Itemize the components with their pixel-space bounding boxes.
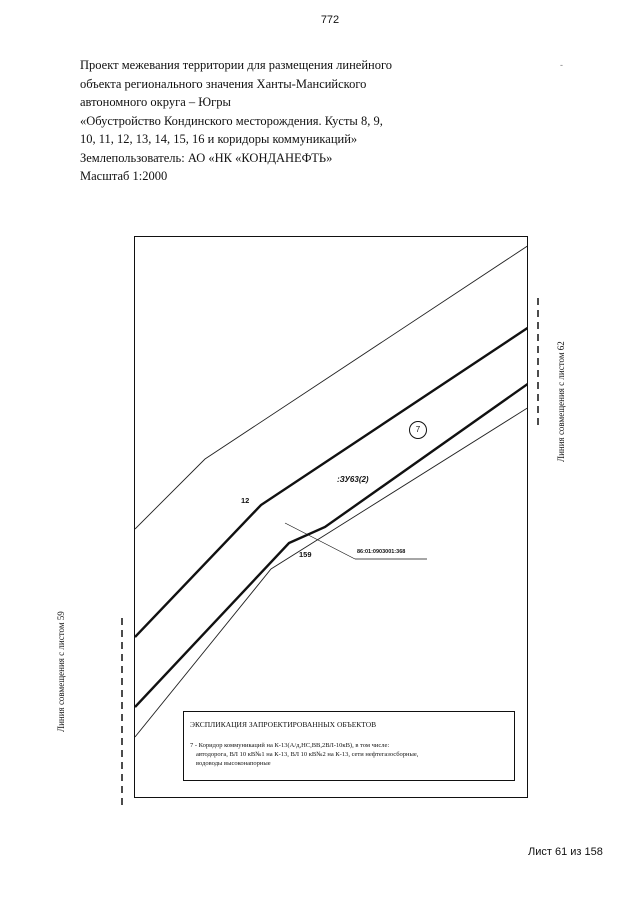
object-number-circle: 7 — [409, 421, 427, 439]
legend-title: ЭКСПЛИКАЦИЯ ЗАПРОЕКТИРОВАННЫХ ОБЪЕКТОВ — [190, 720, 377, 729]
legend-line: водоводы высоконапорные — [196, 760, 271, 767]
corridor-boundary-upper — [135, 327, 528, 637]
point-label-12: 12 — [241, 496, 250, 505]
parcel-label: :ЗУ63(2) — [337, 475, 369, 484]
document-header — [80, 56, 460, 186]
right-match-label: Линия совмещения с листом 62 — [556, 341, 566, 462]
survey-map — [134, 236, 528, 798]
left-match-label: Линия совмещения с листом 59 — [56, 611, 66, 732]
header-line: объекта регионального значения Ханты-Мансийского — [80, 76, 367, 91]
header-line: 10, 11, 12, 13, 14, 15, 16 и коридоры коммуникаций» — [80, 132, 358, 146]
corridor-boundary-lower — [135, 383, 528, 707]
margin-mark: - — [560, 60, 563, 70]
point-label-159: 159 — [299, 550, 312, 559]
legend-box — [183, 711, 515, 781]
header-line: «Обустройство Кондинского месторождения. Кусты 8, 9, — [80, 113, 383, 128]
header-line: Проект межевания территории для размещения линейного — [80, 58, 393, 72]
page-number: 772 — [320, 14, 340, 26]
outer-boundary-upper — [135, 245, 528, 529]
header-line: автономного округа – Югры — [80, 95, 231, 109]
scale-line: Масштаб 1:2000 — [80, 169, 168, 183]
outer-boundary-lower — [135, 407, 528, 737]
sheet-number: Лист 61 из 158 — [528, 846, 603, 858]
legend-line: автодорога, ВЛ 10 кВ№1 на К-13, ВЛ 10 кВ№2 на К-13, сети нефтегазосборные, — [196, 751, 419, 758]
cadastral-number: 86:01:0903001:368 — [357, 549, 406, 555]
legend-line: 7 - Коридор коммуникаций на К-13(А/д,НС,ВВ,2ВЛ-10кВ), в том числе: — [190, 742, 390, 749]
land-user-line: Землепользователь: АО «НК «КОНДАНЕФТЬ» — [80, 150, 333, 165]
